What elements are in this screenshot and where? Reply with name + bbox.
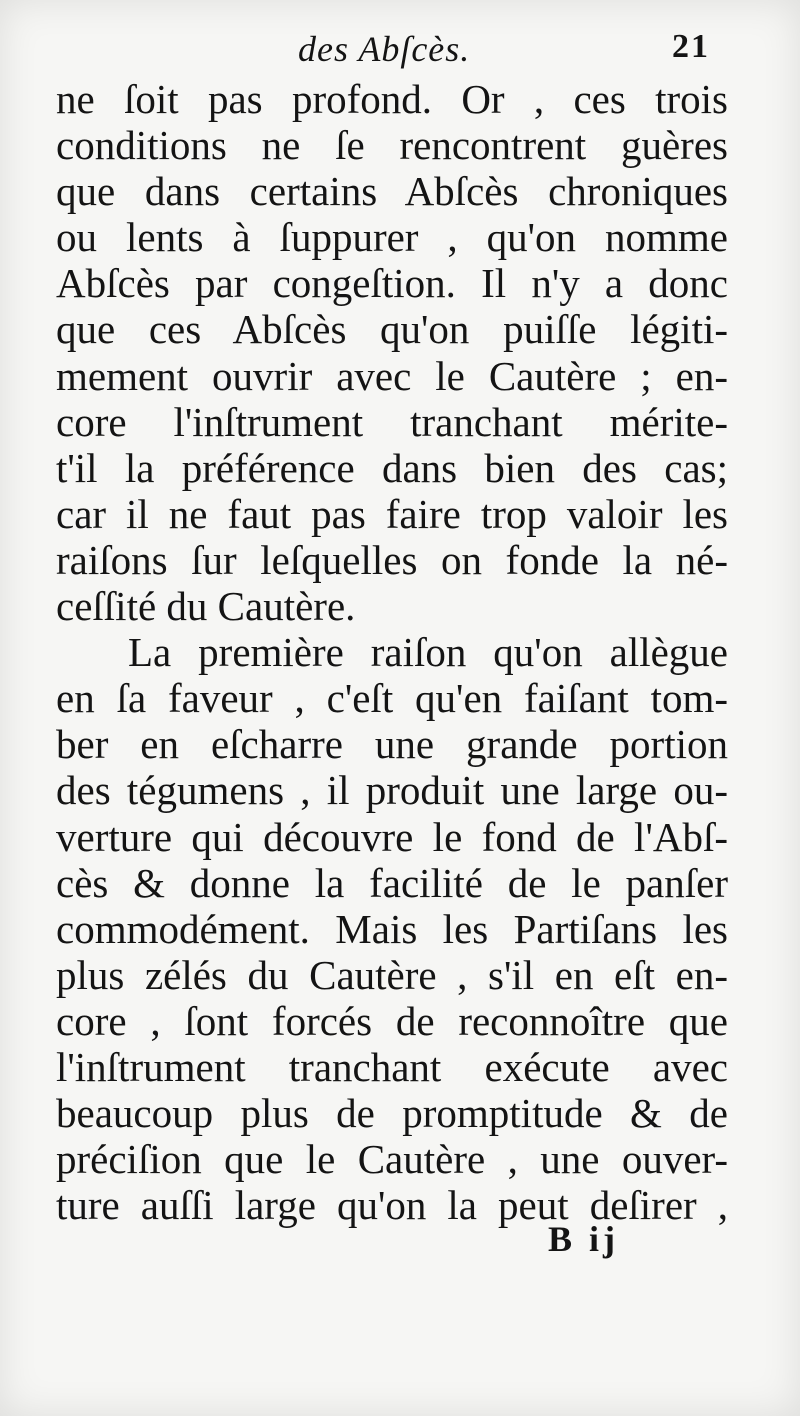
text-line: en ſa faveur , c'eſt qu'en faiſant tom- [56,675,728,722]
text-line: t'il la préférence dans bien des cas; [56,444,728,491]
page-number: 21 [672,28,710,65]
signature-mark: B ij [548,1219,620,1259]
text-line: plus zélés du Cautère , s'il en eſt en- [56,951,728,998]
text-line: core , ſont forcés de reconnoître que [56,997,728,1044]
paragraph-start-line: La première raiſon qu'on allègue [128,629,728,676]
paragraph-end-line: ceſſité du Cautère. [56,583,356,630]
text-line: raiſons ſur leſquelles on fonde la né- [56,536,728,583]
text-line: verture qui découvre le fond de l'Abſ- [56,813,728,860]
page-header [0,22,800,72]
text-line: des tégumens , il produit une large ou- [56,767,728,814]
body-text [56,76,728,1228]
text-line: ou lents à ſuppurer , qu'on nomme [56,214,728,261]
text-line: conditions ne ſe rencontrent guères [56,122,728,169]
text-line: Abſcès par congeſtion. Il n'y a donc [56,260,728,307]
text-line: cès & donne la facilité de le panſer [56,859,728,906]
text-line: ture auſſi large qu'on la peut deſirer , [56,1182,728,1229]
text-line: mement ouvrir avec le Cautère ; en- [56,352,728,399]
text-line: commodément. Mais les Partiſans les [56,905,728,952]
text-line: beaucoup plus de promptitude & de [56,1090,728,1137]
text-line: core l'inſtrument tranchant mérite- [56,398,728,445]
running-title: des Abſcès. [298,29,471,69]
text-line: car il ne faut pas faire trop valoir les [56,490,728,537]
text-line: que dans certains Abſcès chroniques [56,168,728,215]
text-line: ne ſoit pas profond. Or , ces trois [56,76,728,122]
text-line: préciſion que le Cautère , une ouver- [56,1136,728,1183]
text-line: que ces Abſcès qu'on puiſſe légiti- [56,306,728,353]
text-line: ber en eſcharre une grande portion [56,721,728,768]
text-line: l'inſtrument tranchant exécute avec [56,1043,728,1090]
